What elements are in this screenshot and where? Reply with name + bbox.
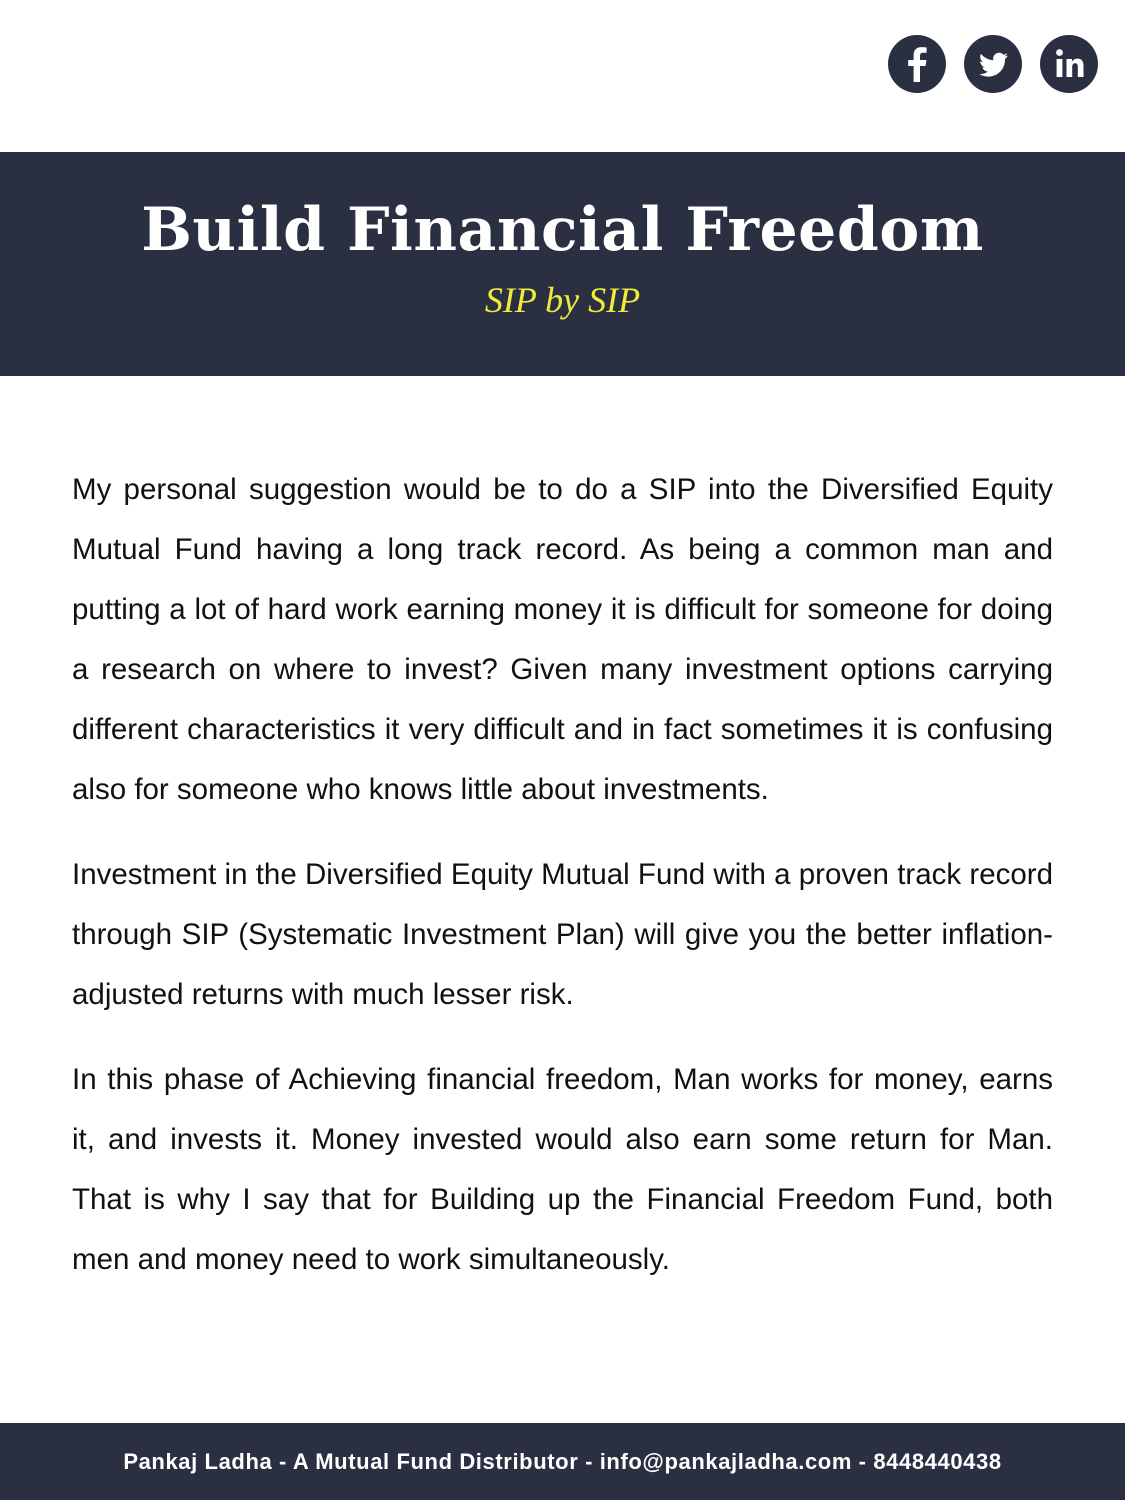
footer-bar bbox=[0, 1423, 1125, 1500]
twitter-icon bbox=[964, 35, 1022, 93]
page-subtitle: SIP by SIP bbox=[484, 280, 641, 320]
twitter-button[interactable] bbox=[964, 35, 1022, 93]
social-links bbox=[888, 35, 1098, 93]
linkedin-icon bbox=[1040, 35, 1098, 93]
title-banner bbox=[0, 152, 1125, 376]
page-title: Build Financial Freedom bbox=[141, 195, 984, 265]
footer-contact-text: Pankaj Ladha - A Mutual Fund Distributor - info@pankajladha.com - 8448440438 bbox=[123, 1448, 1002, 1474]
linkedin-button[interactable] bbox=[1040, 35, 1098, 93]
facebook-icon bbox=[888, 35, 946, 93]
paragraph: Investment in the Diversified Equity Mutual Fund with a proven track record through SIP (Systematic Investment Plan) will give you the better inflation-adjusted returns with much lesser risk. bbox=[72, 858, 1053, 1011]
facebook-button[interactable] bbox=[888, 35, 946, 93]
paragraph: My personal suggestion would be to do a SIP into the Diversified Equity Mutual Fund having a long track record. As being a common man and putting a lot of hard work earning money it is difficult for someone for doing a research on where to invest? Given many investment options carrying different characteristics it very difficult and in fact sometimes it is confusing also for someone who knows little about investments. bbox=[72, 473, 1053, 806]
paragraph: In this phase of Achieving financial freedom, Man works for money, earns it, and invests it. Money invested would also earn some return for Man. That is why I say that for Building up the Financial Freedom Fund, both men and money need to work simultaneously. bbox=[72, 1063, 1053, 1276]
article-body bbox=[72, 460, 1053, 1315]
